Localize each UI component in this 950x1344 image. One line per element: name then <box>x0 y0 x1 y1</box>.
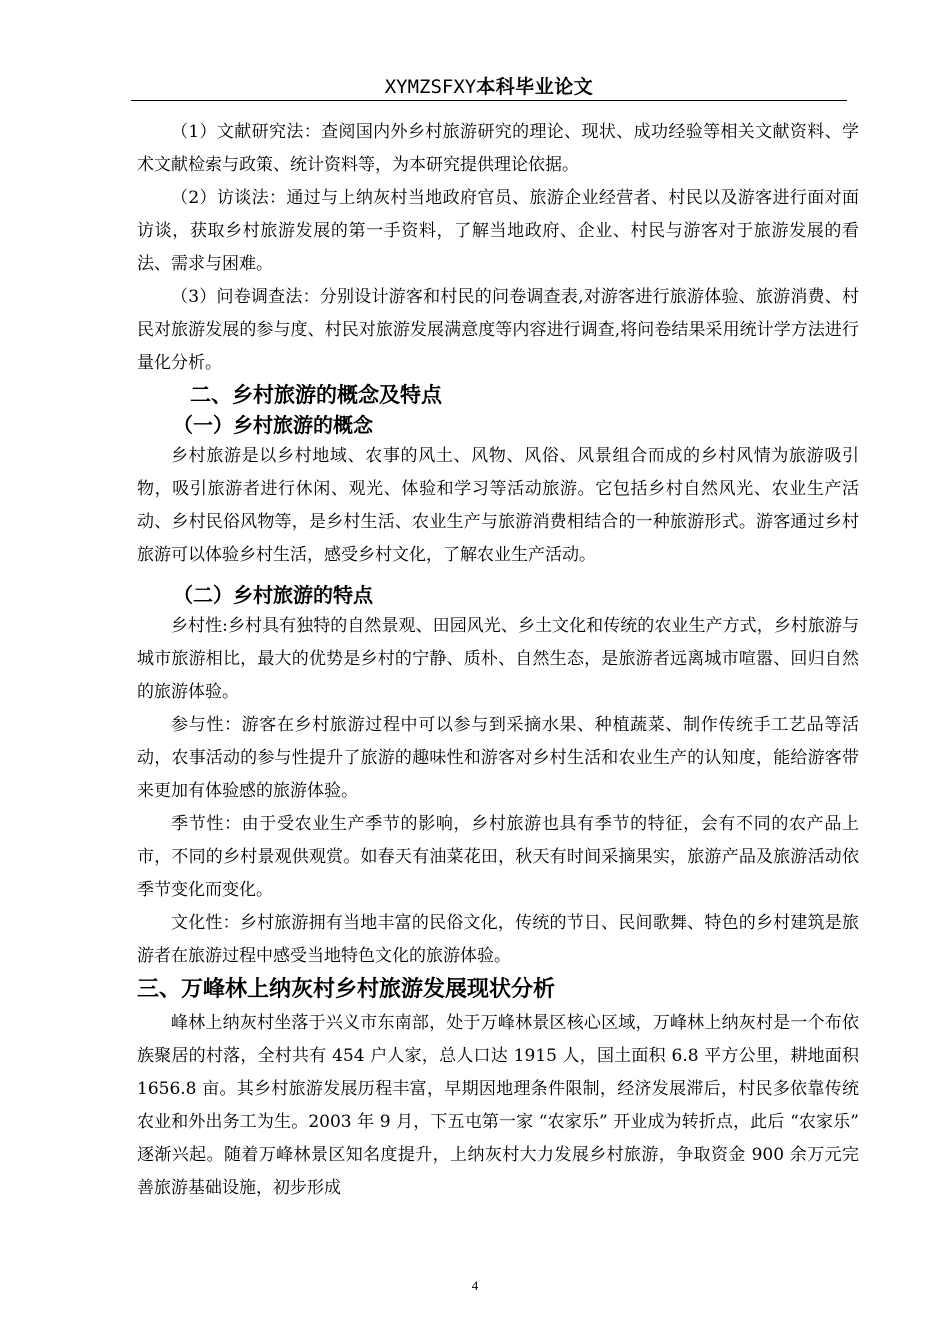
body-text <box>137 116 859 1205</box>
paragraph-questionnaire-method: （3）问卷调查法：分别设计游客和村民的问卷调查表,对游客进行旅游体验、旅游消费、村民对旅游发展的参与度、村民对旅游发展满意度等内容进行调查,将问卷结果采用统计学方法进行量化分析。 <box>137 287 859 373</box>
paragraph-literature-method: （1）文献研究法：查阅国内外乡村旅游研究的理论、现状、成功经验等相关文献资料、学术文献检索与政策、统计资料等，为本研究提供理论依据。 <box>137 122 859 175</box>
header-brand: XYMZSFXY <box>384 76 477 98</box>
paragraph-village-overview: 峰林上纳灰村坐落于兴义市东南部，处于万峰林景区核心区域，万峰林上纳灰村是一个布依族聚居的村落，全村共有 454 户人家，总人口达 1915 人，国土面积 6.8 平方公里，耕地面积 1656.8 亩。其乡村旅游发展历程丰富，早期因地理条件限制，经济发展滞后，村民多依靠传统农业和外出务工为生。2003 年 9 月，下五屯第一家 “农家乐” 开业成为转折点，此后 “农家乐” 逐渐兴起。随着万峰林景区知名度提升，上纳灰村大力发展乡村旅游，争取资金 900 余万元完善旅游基础设施，初步形成 <box>137 1013 859 1198</box>
page-number: 4 <box>471 1278 479 1293</box>
header-rule <box>131 100 847 101</box>
paragraph-participation: 参与性：游客在乡村旅游过程中可以参与到采摘水果、种植蔬菜、制作传统手工艺品等活动，农事活动的参与性提升了旅游的趣味性和游客对乡村生活和农业生产的认知度，能给游客带来更加有体验感的旅游体验。 <box>137 715 859 801</box>
paragraph-interview-method: （2）访谈法：通过与上纳灰村当地政府官员、旅游企业经营者、村民以及游客进行面对面访谈，获取乡村旅游发展的第一手资料，了解当地政府、企业、村民与游客对于旅游发展的看法、需求与困难。 <box>137 188 859 274</box>
paragraph-culture: 文化性：乡村旅游拥有当地丰富的民俗文化，传统的节日、民间歌舞、特色的乡村建筑是旅游者在旅游过程中感受当地特色文化的旅游体验。 <box>137 913 859 966</box>
section-heading-concept: （一）乡村旅游的概念 <box>173 413 373 437</box>
chapter-heading-concept: 二、乡村旅游的概念及特点 <box>190 383 442 407</box>
running-header <box>131 72 847 99</box>
paragraph-concept: 乡村旅游是以乡村地域、农事的风土、风物、风俗、风景组合而成的乡村风情为旅游吸引物，吸引旅游者进行休闲、观光、体验和学习等活动旅游。它包括乡村自然风光、农业生产活动、乡村民俗风物等，是乡村生活、农业生产与旅游消费相结合的一种旅游形式。游客通过乡村旅游可以体验乡村生活，感受乡村文化，了解农业生产活动。 <box>137 446 859 565</box>
section-heading-features: （二）乡村旅游的特点 <box>173 583 373 607</box>
paragraph-rurality: 乡村性:乡村具有独特的自然景观、田园风光、乡土文化和传统的农业生产方式，乡村旅游与城市旅游相比，最大的优势是乡村的宁静、质朴、自然生态，是旅游者远离城市喧嚣、回归自然的旅游体验。 <box>137 616 859 702</box>
paragraph-seasonality: 季节性：由于受农业生产季节的影响，乡村旅游也具有季节的特征，会有不同的农产品上市，不同的乡村景观供观赏。如春天有油菜花田，秋天有时间采摘果实，旅游产品及旅游活动依季节变化而变化。 <box>137 814 859 900</box>
header-title: 本科毕业论文 <box>476 77 594 98</box>
chapter-heading-status: 三、万峰林上纳灰村乡村旅游发展现状分析 <box>137 977 556 1002</box>
